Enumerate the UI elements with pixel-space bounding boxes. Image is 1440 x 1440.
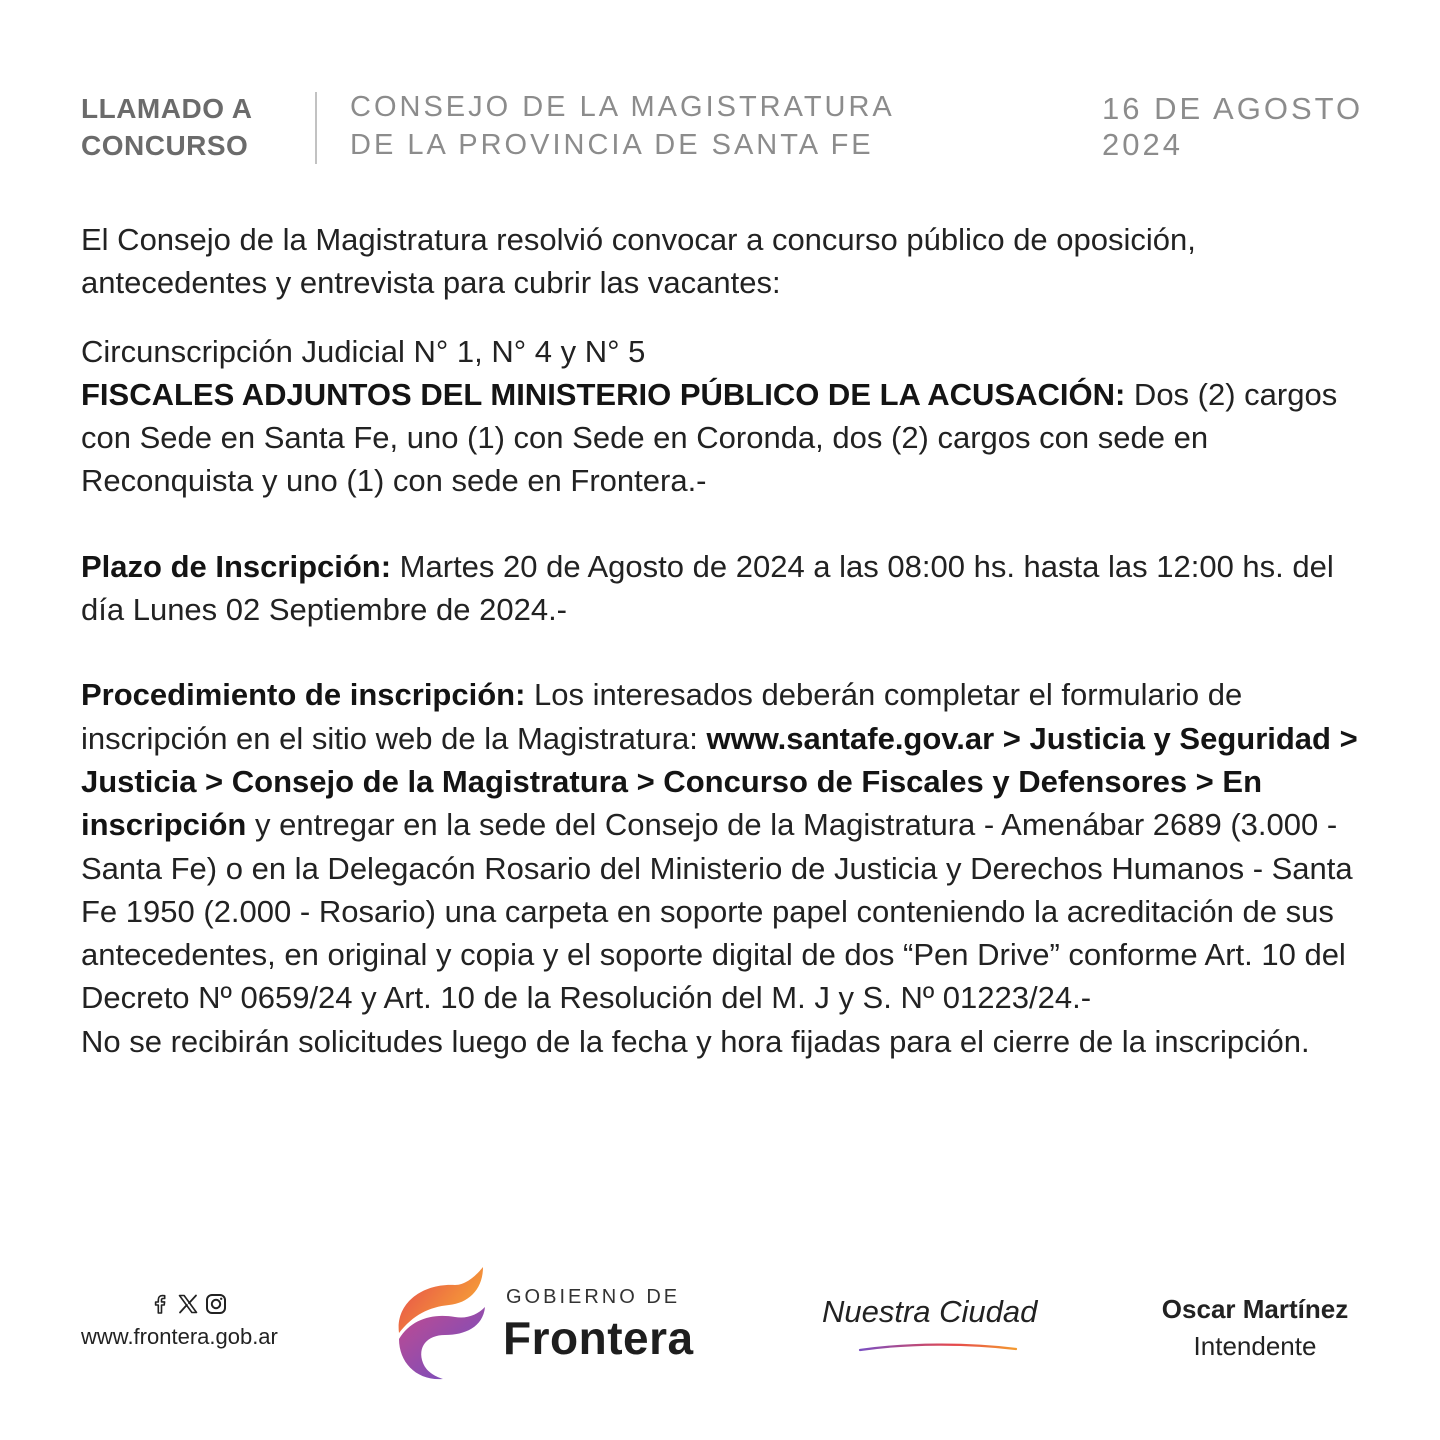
facebook-icon[interactable]: [148, 1292, 172, 1316]
signer-name: Oscar Martínez: [1161, 1294, 1349, 1324]
plazo-paragraph: [81, 545, 1371, 632]
website-link[interactable]: www.frontera.gob.ar: [81, 1324, 278, 1349]
slogan-underline: [858, 1340, 1018, 1352]
header-label: [81, 90, 252, 164]
circunscripcion-text: Circunscripción Judicial N° 1, N° 4 y N° 5: [81, 333, 646, 369]
header-label-line-2: CONCURSO: [81, 130, 249, 161]
header-date-line-2: 2024: [1102, 127, 1183, 162]
government-label: GOBIERNO DE: [506, 1286, 681, 1308]
procedimiento-paragraph: [81, 673, 1371, 1019]
plazo-label: Plazo de Inscripción:: [81, 548, 392, 584]
closing-paragraph: No se recibirán solicitudes luego de la fecha y hora fijadas para el cierre de la inscripción.: [81, 1023, 1310, 1059]
government-name: Frontera: [503, 1312, 694, 1364]
procedimiento-text-2: y entregar en la sede del Consejo de la Magistratura - Amenábar 2689 (3.000 - Santa Fe) o en la Delegacón Rosario del Ministerio de Justicia y Derechos Humanos - Santa Fe 1950 (2.000 - Rosario) una carpeta en soporte papel conteniendo la acreditación de sus antecedentes, en original y copia y el soporte digital de dos “Pen Drive” conforme Art. 10 del Decreto Nº 0659/24 y Art. 10 de la Resolución del M. J y S. Nº 01223/24.-: [81, 807, 1353, 1016]
signer-role: Intendente: [1193, 1331, 1317, 1361]
header-institution-line-1: CONSEJO DE LA MAGISTRATURA: [350, 91, 895, 123]
slogan-text: Nuestra Ciudad: [822, 1294, 1038, 1329]
fiscales-label: FISCALES ADJUNTOS DEL MINISTERIO PÚBLICO DE LA ACUSACIÓN:: [81, 376, 1126, 412]
header-date: [1102, 91, 1363, 163]
header-institution-line-2: DE LA PROVINCIA DE SANTA FE: [350, 129, 874, 161]
procedimiento-label: Procedimiento de inscripción:: [81, 677, 526, 713]
instagram-icon[interactable]: [204, 1292, 228, 1316]
header-divider: [315, 92, 317, 164]
header-date-line-1: 16 DE AGOSTO: [1102, 91, 1364, 126]
header-institution: [350, 88, 895, 164]
intro-paragraph: El Consejo de la Magistratura resolvió convocar a concurso público de oposición, antecedentes y entrevista para cubrir las vacantes:: [81, 222, 1196, 301]
fiscales-text: Dos (2) cargos con Sede en Santa Fe, uno (1) con Sede en Coronda, dos (2) cargos con sede en Reconquista y uno (1) con sede en Frontera.-: [81, 376, 1338, 499]
procedimiento-text-1: Los interesados deberán completar el formulario de inscripción en el sitio web de la Magistratura:: [81, 677, 1243, 756]
plazo-text: Martes 20 de Agosto de 2024 a las 08:00 hs. hasta las 12:00 hs. del día Lunes 02 Septiembre de 2024.-: [81, 548, 1334, 628]
header-label-line-1: LLAMADO A: [81, 93, 253, 124]
procedimiento-link: www.santafe.gov.ar > Justicia y Seguridad > Justicia > Consejo de la Magistratura > Concurso de Fiscales y Defensores > En inscripción: [81, 720, 1358, 843]
announcement-body: [81, 218, 1371, 1063]
social-icons: [148, 1292, 228, 1316]
fiscales-paragraph: [81, 373, 1371, 503]
x-icon[interactable]: [176, 1292, 200, 1316]
frontera-logo-icon: [393, 1263, 493, 1383]
